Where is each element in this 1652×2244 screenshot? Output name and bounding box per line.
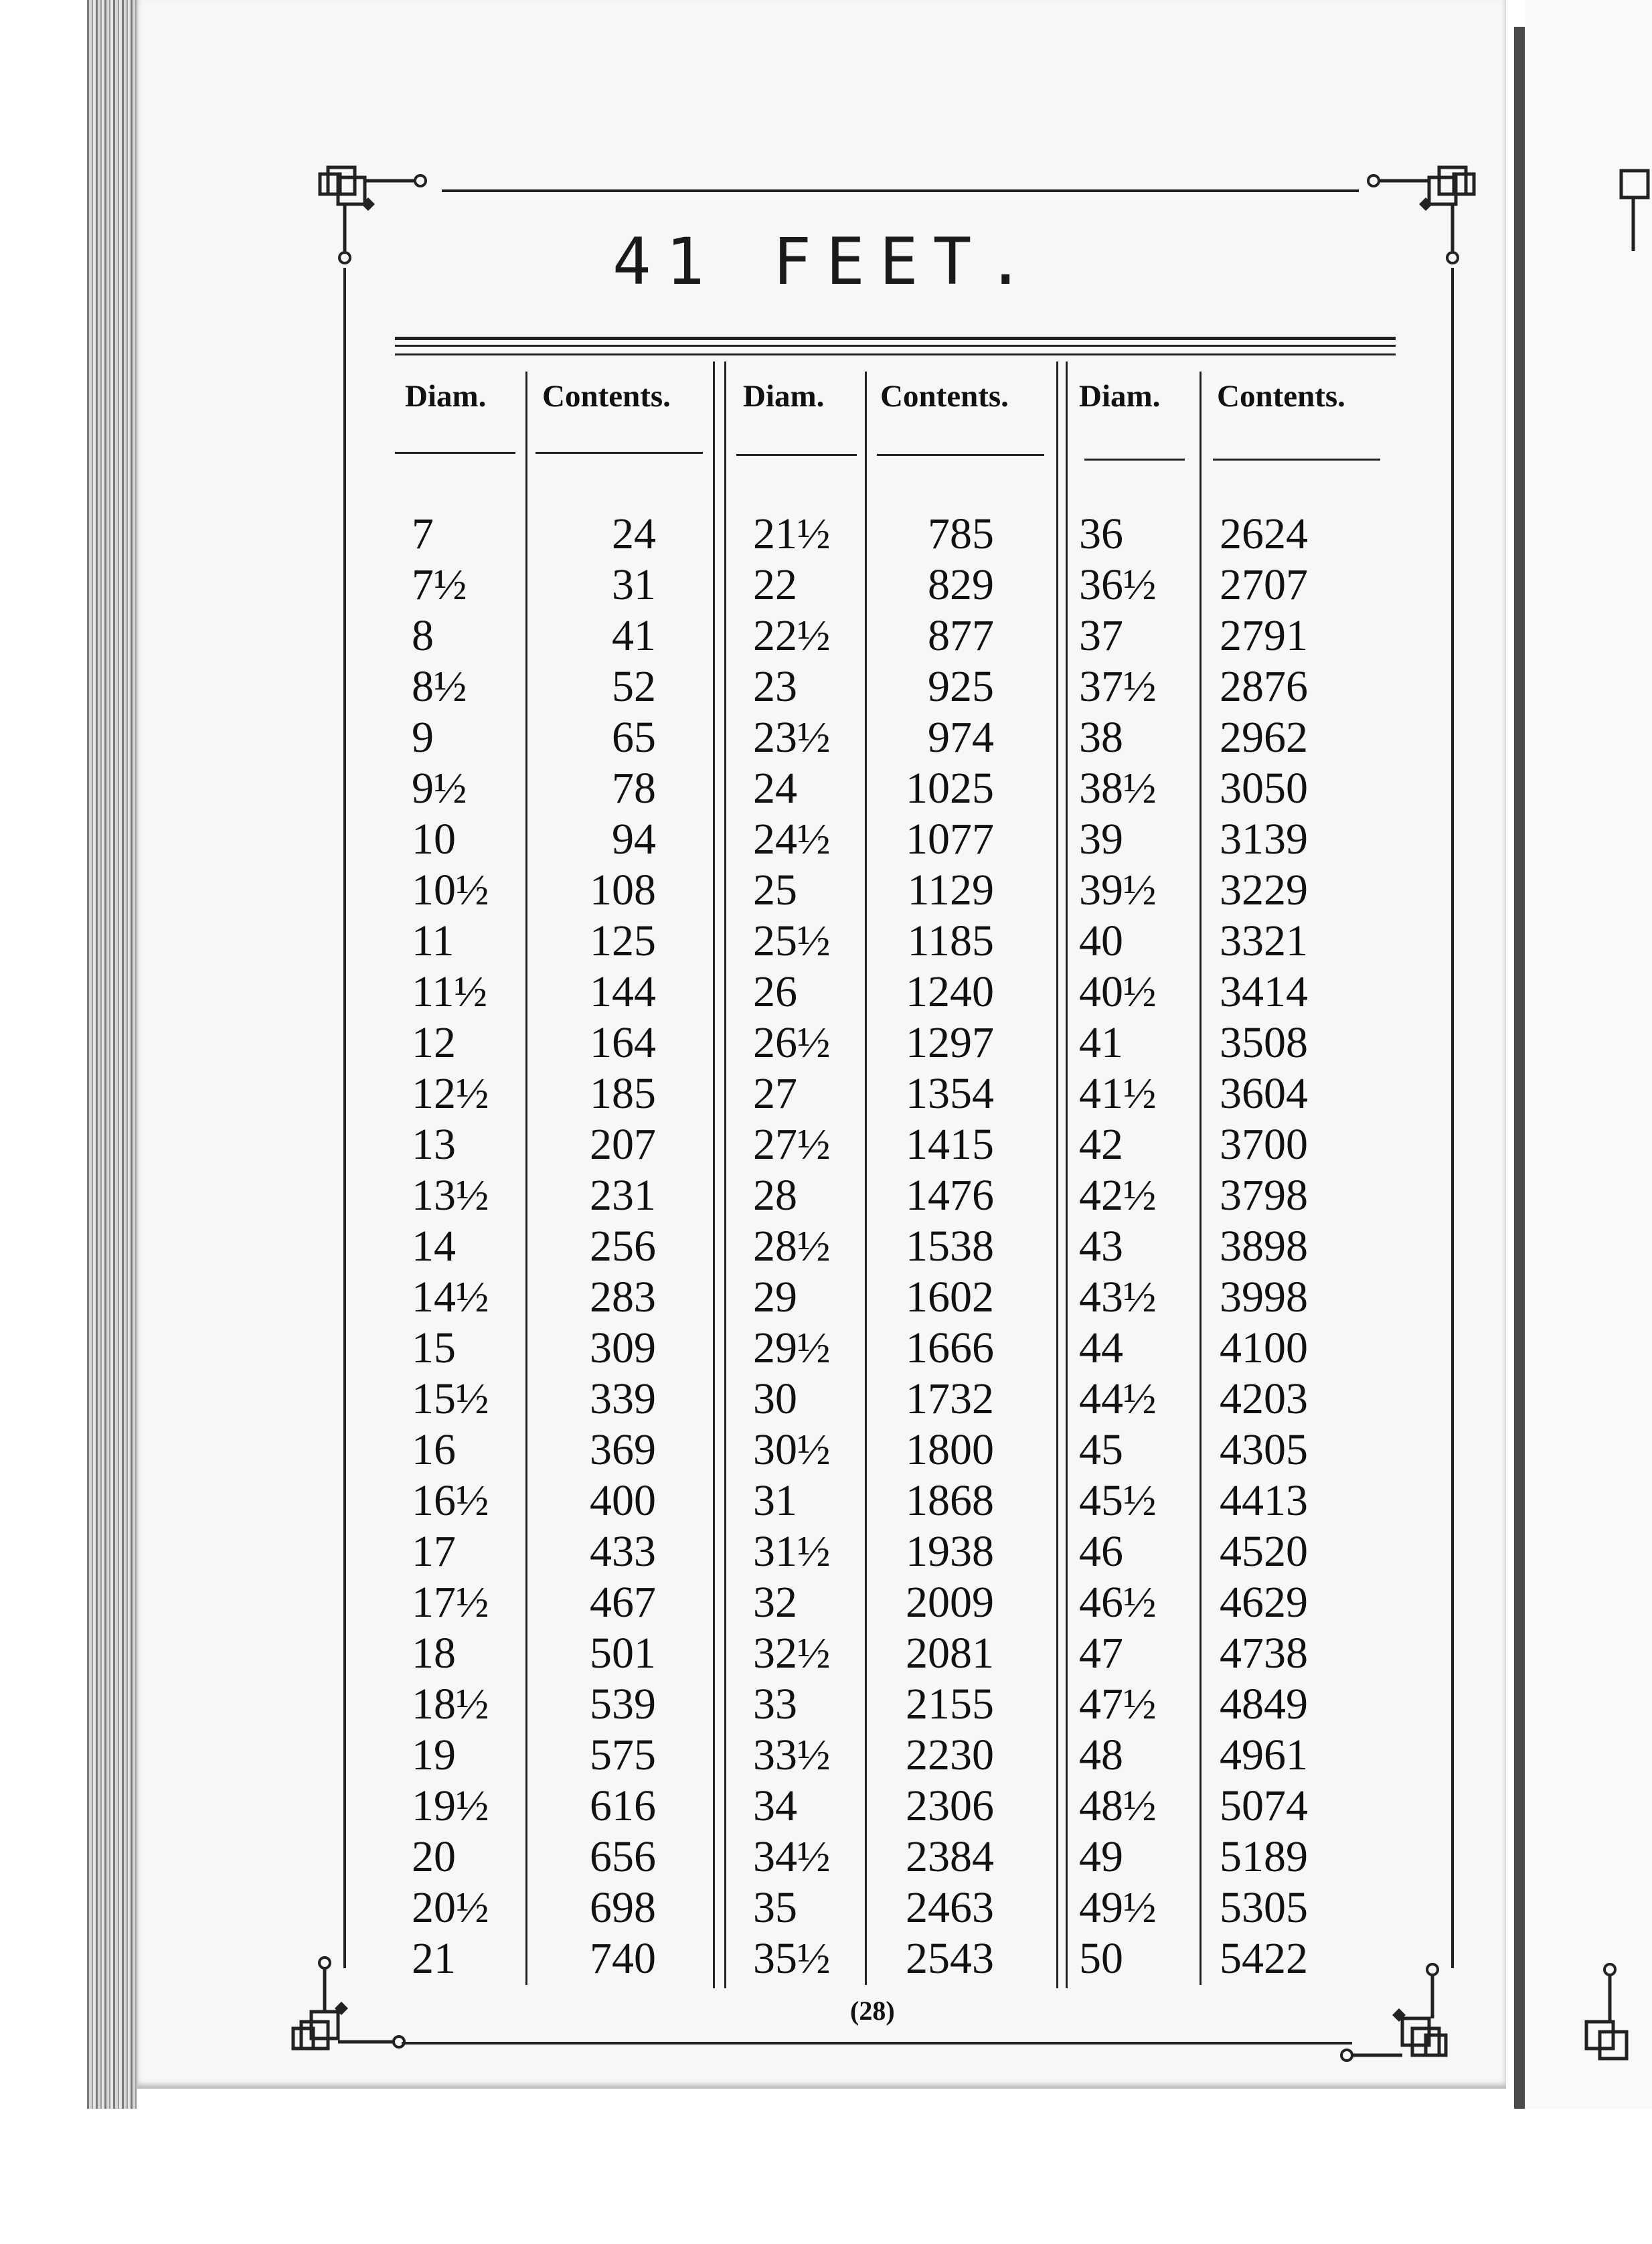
contents-cell: 283 — [590, 1273, 656, 1321]
diam-cell: 16 — [412, 1425, 456, 1474]
contents-cell: 3508 — [1220, 1018, 1308, 1067]
contents-cell: 5074 — [1220, 1781, 1308, 1830]
contents-cell: 3998 — [1220, 1273, 1308, 1321]
diam-cell: 26 — [753, 967, 797, 1016]
header-underline — [535, 452, 703, 454]
contents-cell: 339 — [590, 1374, 656, 1423]
header-underline — [1213, 459, 1380, 461]
contents-cell: 31 — [612, 560, 656, 609]
header-underline — [736, 454, 857, 456]
diam-cell: 14½ — [412, 1273, 489, 1321]
contents-cell: 5189 — [1220, 1832, 1308, 1881]
column-divider — [1056, 362, 1058, 1988]
contents-cell: 2155 — [906, 1680, 994, 1729]
contents-cell: 2306 — [906, 1781, 994, 1830]
column-divider — [525, 372, 527, 1985]
contents-cell: 467 — [590, 1578, 656, 1627]
contents-cell: 3139 — [1220, 815, 1308, 864]
header-diam-3: Diam. — [1079, 379, 1161, 414]
contents-cell: 1240 — [906, 967, 994, 1016]
contents-cell: 2962 — [1220, 713, 1308, 762]
contents-cell: 4738 — [1220, 1629, 1308, 1678]
diam-cell: 38 — [1079, 713, 1123, 762]
diam-cell: 33½ — [753, 1731, 831, 1779]
contents-cell: 1538 — [906, 1222, 994, 1271]
column-divider — [1200, 372, 1202, 1985]
frame-top-line — [442, 189, 1359, 192]
corner-ornament-icon — [1339, 1961, 1473, 2075]
frame-left-line — [343, 268, 346, 1968]
corner-ornament-icon — [1580, 1961, 1652, 2075]
diam-column-3 — [1079, 509, 1186, 1984]
title-rule — [395, 337, 1396, 340]
diam-cell: 46½ — [1079, 1578, 1157, 1627]
contents-cell: 1868 — [906, 1476, 994, 1525]
diam-cell: 26½ — [753, 1018, 831, 1067]
contents-cell: 925 — [928, 662, 994, 711]
contents-cell: 1800 — [906, 1425, 994, 1474]
header-contents-1: Contents. — [542, 379, 671, 414]
contents-cell: 2543 — [906, 1934, 994, 1983]
diam-cell: 19½ — [412, 1781, 489, 1830]
contents-cell: 231 — [590, 1171, 656, 1220]
contents-cell: 433 — [590, 1527, 656, 1576]
contents-cell: 3050 — [1220, 764, 1308, 813]
diam-cell: 28½ — [753, 1222, 831, 1271]
diam-cell: 32½ — [753, 1629, 831, 1678]
diam-cell: 17½ — [412, 1578, 489, 1627]
diam-cell: 48½ — [1079, 1781, 1157, 1830]
contents-cell: 1732 — [906, 1374, 994, 1423]
diam-cell: 15 — [412, 1324, 456, 1372]
contents-cell: 2463 — [906, 1883, 994, 1932]
contents-cell: 94 — [612, 815, 656, 864]
diam-cell: 10 — [412, 815, 456, 864]
header-underline — [877, 454, 1044, 456]
diam-cell: 45 — [1079, 1425, 1123, 1474]
contents-column-2 — [877, 509, 994, 1984]
diam-cell: 21 — [412, 1934, 456, 1983]
column-divider — [724, 362, 726, 1988]
contents-cell: 3229 — [1220, 866, 1308, 914]
diam-cell: 9 — [412, 713, 434, 762]
contents-cell: 4203 — [1220, 1374, 1308, 1423]
diam-cell: 49½ — [1079, 1883, 1157, 1932]
diam-cell: 37½ — [1079, 662, 1157, 711]
contents-cell: 3604 — [1220, 1069, 1308, 1118]
diam-cell: 35½ — [753, 1934, 831, 1983]
header-underline — [395, 452, 515, 454]
diam-cell: 12½ — [412, 1069, 489, 1118]
contents-cell: 2624 — [1220, 509, 1308, 558]
diam-cell: 12 — [412, 1018, 456, 1067]
diam-cell: 32 — [753, 1578, 797, 1627]
contents-cell: 698 — [590, 1883, 656, 1932]
contents-cell: 829 — [928, 560, 994, 609]
contents-cell: 4100 — [1220, 1324, 1308, 1372]
diam-cell: 39 — [1079, 815, 1123, 864]
column-divider — [713, 362, 715, 1988]
contents-cell: 4520 — [1220, 1527, 1308, 1576]
contents-cell: 2707 — [1220, 560, 1308, 609]
contents-cell: 877 — [928, 611, 994, 660]
next-page-edge — [1525, 0, 1652, 2109]
diam-cell: 35 — [753, 1883, 797, 1932]
diam-cell: 17 — [412, 1527, 456, 1576]
contents-cell: 78 — [612, 764, 656, 813]
diam-cell: 21½ — [753, 509, 831, 558]
diam-cell: 31½ — [753, 1527, 831, 1576]
diam-cell: 19 — [412, 1731, 456, 1779]
diam-cell: 29 — [753, 1273, 797, 1321]
contents-cell: 1938 — [906, 1527, 994, 1576]
diam-cell: 40 — [1079, 916, 1123, 965]
diam-cell: 23 — [753, 662, 797, 711]
diam-cell: 13½ — [412, 1171, 489, 1220]
diam-cell: 7 — [412, 509, 434, 558]
diam-cell: 44 — [1079, 1324, 1123, 1372]
contents-cell: 207 — [590, 1120, 656, 1169]
contents-cell: 1415 — [906, 1120, 994, 1169]
diam-cell: 36½ — [1079, 560, 1157, 609]
diam-cell: 15½ — [412, 1374, 489, 1423]
contents-cell: 5305 — [1220, 1883, 1308, 1932]
diam-cell: 40½ — [1079, 967, 1157, 1016]
frame-bottom-line — [402, 2042, 1352, 2045]
contents-cell: 740 — [590, 1934, 656, 1983]
contents-cell: 5422 — [1220, 1934, 1308, 1983]
contents-column-3 — [1220, 509, 1353, 1984]
diam-cell: 38½ — [1079, 764, 1157, 813]
diam-cell: 29½ — [753, 1324, 831, 1372]
contents-cell: 2791 — [1220, 611, 1308, 660]
contents-cell: 1129 — [907, 866, 994, 914]
diam-cell: 8½ — [412, 662, 467, 711]
contents-cell: 185 — [590, 1069, 656, 1118]
diam-cell: 11 — [412, 916, 455, 965]
diam-cell: 42 — [1079, 1120, 1123, 1169]
contents-cell: 656 — [590, 1832, 656, 1881]
contents-column-1 — [549, 509, 656, 1984]
header-diam-2: Diam. — [743, 379, 825, 414]
contents-cell: 24 — [612, 509, 656, 558]
diam-cell: 42½ — [1079, 1171, 1157, 1220]
contents-cell: 309 — [590, 1324, 656, 1372]
column-divider — [865, 372, 867, 1985]
diam-cell: 41½ — [1079, 1069, 1157, 1118]
corner-ornament-icon — [288, 1955, 408, 2069]
diam-cell: 7½ — [412, 560, 467, 609]
contents-cell: 256 — [590, 1222, 656, 1271]
diam-cell: 45½ — [1079, 1476, 1157, 1525]
contents-cell: 575 — [590, 1731, 656, 1779]
diam-cell: 22 — [753, 560, 797, 609]
header-diam-1: Diam. — [405, 379, 487, 414]
diam-cell: 49 — [1079, 1832, 1123, 1881]
contents-cell: 2009 — [906, 1578, 994, 1627]
diam-cell: 30 — [753, 1374, 797, 1423]
contents-cell: 52 — [612, 662, 656, 711]
contents-cell: 41 — [612, 611, 656, 660]
contents-cell: 1354 — [906, 1069, 994, 1118]
column-divider — [1066, 362, 1068, 1988]
diam-cell: 23½ — [753, 713, 831, 762]
page-edges — [87, 0, 137, 2109]
contents-cell: 785 — [928, 509, 994, 558]
contents-cell: 974 — [928, 713, 994, 762]
diam-cell: 20 — [412, 1832, 456, 1881]
contents-cell: 3700 — [1220, 1120, 1308, 1169]
contents-cell: 4305 — [1220, 1425, 1308, 1474]
contents-cell: 65 — [612, 713, 656, 762]
contents-cell: 1025 — [906, 764, 994, 813]
diam-cell: 28 — [753, 1171, 797, 1220]
diam-cell: 50 — [1079, 1934, 1123, 1983]
contents-cell: 369 — [590, 1425, 656, 1474]
contents-cell: 125 — [590, 916, 656, 965]
contents-cell: 4849 — [1220, 1680, 1308, 1729]
diam-cell: 46 — [1079, 1527, 1123, 1576]
contents-cell: 2081 — [906, 1629, 994, 1678]
diam-cell: 14 — [412, 1222, 456, 1271]
diam-cell: 10½ — [412, 866, 489, 914]
diam-cell: 41 — [1079, 1018, 1123, 1067]
diam-cell: 34½ — [753, 1832, 831, 1881]
diam-cell: 20½ — [412, 1883, 489, 1932]
diam-cell: 33 — [753, 1680, 797, 1729]
contents-cell: 3798 — [1220, 1171, 1308, 1220]
diam-cell: 43 — [1079, 1222, 1123, 1271]
diam-cell: 44½ — [1079, 1374, 1157, 1423]
diam-column-1 — [412, 509, 512, 1984]
contents-cell: 616 — [590, 1781, 656, 1830]
page-title: 41 FEET. — [612, 224, 1040, 299]
contents-cell: 1476 — [906, 1171, 994, 1220]
diam-cell: 48 — [1079, 1731, 1123, 1779]
contents-cell: 4961 — [1220, 1731, 1308, 1779]
contents-cell: 4413 — [1220, 1476, 1308, 1525]
title-rule — [395, 345, 1396, 347]
contents-cell: 501 — [590, 1629, 656, 1678]
diam-cell: 18½ — [412, 1680, 489, 1729]
header-contents-2: Contents. — [880, 379, 1009, 414]
page-gutter — [1514, 27, 1525, 2109]
diam-cell: 13 — [412, 1120, 456, 1169]
diam-cell: 25½ — [753, 916, 831, 965]
contents-cell: 2384 — [906, 1832, 994, 1881]
contents-cell: 1666 — [906, 1324, 994, 1372]
diam-cell: 9½ — [412, 764, 467, 813]
header-contents-3: Contents. — [1217, 379, 1345, 414]
diam-cell: 43½ — [1079, 1273, 1157, 1321]
frame-right-line — [1451, 268, 1454, 1968]
diam-cell: 24 — [753, 764, 797, 813]
diam-cell: 24½ — [753, 815, 831, 864]
contents-cell: 1602 — [906, 1273, 994, 1321]
contents-cell: 539 — [590, 1680, 656, 1729]
contents-cell: 164 — [590, 1018, 656, 1067]
diam-cell: 34 — [753, 1781, 797, 1830]
header-underline — [1084, 459, 1185, 461]
diam-cell: 27 — [753, 1069, 797, 1118]
diam-cell: 8 — [412, 611, 434, 660]
contents-cell: 144 — [590, 967, 656, 1016]
diam-cell: 30½ — [753, 1425, 831, 1474]
contents-cell: 3898 — [1220, 1222, 1308, 1271]
contents-cell: 4629 — [1220, 1578, 1308, 1627]
diam-cell: 47 — [1079, 1629, 1123, 1678]
contents-cell: 3321 — [1220, 916, 1308, 965]
diam-cell: 27½ — [753, 1120, 831, 1169]
diam-cell: 18 — [412, 1629, 456, 1678]
contents-cell: 3414 — [1220, 967, 1308, 1016]
diam-cell: 11½ — [412, 967, 488, 1016]
page-number: (28) — [850, 1996, 895, 2026]
diam-cell: 39½ — [1079, 866, 1157, 914]
contents-cell: 108 — [590, 866, 656, 914]
contents-cell: 1077 — [906, 815, 994, 864]
book-spine — [0, 0, 87, 2244]
diam-column-2 — [753, 509, 853, 1984]
contents-cell: 1297 — [906, 1018, 994, 1067]
diam-cell: 22½ — [753, 611, 831, 660]
diam-cell: 25 — [753, 866, 797, 914]
diam-cell: 47½ — [1079, 1680, 1157, 1729]
contents-cell: 1185 — [907, 916, 994, 965]
contents-cell: 400 — [590, 1476, 656, 1525]
contents-cell: 2876 — [1220, 662, 1308, 711]
diam-cell: 36 — [1079, 509, 1123, 558]
title-rule — [395, 353, 1396, 355]
diam-cell: 31 — [753, 1476, 797, 1525]
diam-cell: 37 — [1079, 611, 1123, 660]
contents-cell: 2230 — [906, 1731, 994, 1779]
diam-cell: 16½ — [412, 1476, 489, 1525]
